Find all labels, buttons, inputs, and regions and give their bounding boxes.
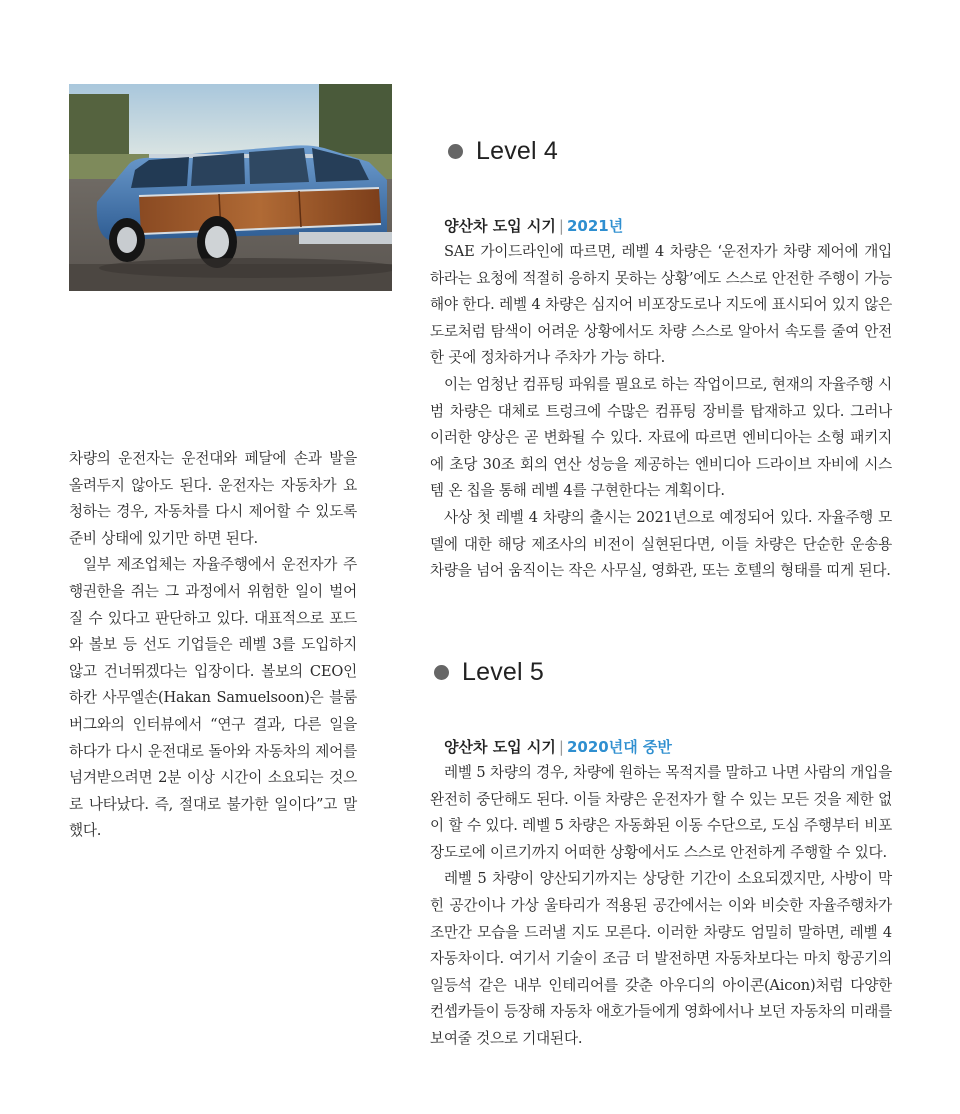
level-4-intro-label: 양산차 도입 시기 — [444, 217, 556, 235]
bullet-dot-icon — [434, 665, 449, 680]
level-5-intro-label: 양산차 도입 시기 — [444, 738, 556, 756]
left-column — [69, 446, 357, 845]
level-4-intro — [444, 215, 892, 237]
level-5-title: Level 5 — [462, 658, 545, 686]
level-4-paragraph-3: 사상 첫 레벨 4 차량의 출시는 2021년으로 예정되어 있다. 자율주행 모델에 대한 해당 제조사의 비전이 실현된다면, 이들 차량은 단순한 운송용 차량을 넘어 움직이는 작은 사무실, 영화관, 또는 호텔의 형태를 띠게 된다. — [430, 508, 892, 580]
level-4-intro-separator: | — [558, 217, 564, 235]
level-5-section — [430, 736, 892, 1053]
level-5-intro-separator: | — [558, 738, 564, 756]
level-5-paragraph-2: 레벨 5 차량이 양산되기까지는 상당한 기간이 소요되겠지만, 사방이 막힌 공간이나 가상 울타리가 적용된 공간에서는 이와 비슷한 자율주행차가 조만간 모습을 드러낼 지도 모른다. 이러한 차량도 엄밀히 말하면, 레벨 4 자동차이다. 여기서 기술이 조금 더 발전하면 자동차보다는 마치 항공기의 일등석 같은 내부 인테리어를 갖춘 아우디의 아이콘(Aicon)처럼 다양한 컨셉카들이 등장해 자동차 애호가들에게 영화에서나 보던 자동차의 미래를 보여줄 것으로 기대된다. — [430, 870, 892, 1047]
station-wagon-photo — [69, 84, 392, 291]
left-paragraph-2: 일부 제조업체는 자율주행에서 운전자가 주행권한을 쥐는 그 과정에서 위험한 일이 벌어질 수 있다고 판단하고 있다. 대표적으로 포드와 볼보 등 선도 기업들은 레벨 3를 도입하지 않고 건너뛰겠다는 입장이다. 볼보의 CEO인 하칸 사무엘손(Hakan Samuelsoon)은 블룸버그와의 인터뷰에서 “연구 결과, 다른 일을 하다가 다시 운전대로 돌아와 자동차의 제어를 넘겨받으려면 2분 이상 시간이 소요되는 것으로 나타났다. 즉, 절대로 불가한 일이다”고 말했다. — [69, 556, 357, 840]
level-4-heading — [448, 137, 558, 166]
bullet-dot-icon — [448, 144, 463, 159]
left-paragraph-1: 차량의 운전자는 운전대와 페달에 손과 발을 올려두지 않아도 된다. 운전자는 자동차가 요청하는 경우, 자동차를 다시 제어할 수 있도록 준비 상태에 있기만 하면 된다. — [69, 450, 357, 547]
level-4-intro-year: 2021년 — [566, 217, 624, 235]
level-4-title: Level 4 — [476, 137, 559, 165]
level-4-paragraph-1: SAE 가이드라인에 따르면, 레벨 4 차량은 ‘운전자가 차량 제어에 개입하라는 요청에 적절히 응하지 못하는 상황’에도 스스로 안전한 주행이 가능해야 한다. 레벨 4 차량은 심지어 비포장도로나 지도에 표시되어 있지 않은 도로처럼 탐색이 어려운 상황에서도 차량 스스로 알아서 속도를 줄여 안전한 곳에 정차하거나 주차가 가능 하다. — [430, 243, 892, 367]
level-5-heading — [434, 658, 544, 687]
level-5-intro-year: 2020년대 중반 — [566, 738, 672, 756]
level-4-paragraph-2: 이는 엄청난 컴퓨팅 파워를 필요로 하는 작업이므로, 현재의 자율주행 시범 차량은 대체로 트렁크에 수많은 컴퓨팅 장비를 탑재하고 있다. 그러나 이러한 양상은 곧 변화될 수 있다. 자료에 따르면 엔비디아는 소형 패키지에 초당 30조 회의 연산 성능을 제공하는 엔비디아 드라이브 자비에 시스템 온 칩을 통해 레벨 4를 구현한다는 계획이다. — [430, 375, 892, 500]
level-5-paragraph-1: 레벨 5 차량의 경우, 차량에 원하는 목적지를 말하고 나면 사람의 개입을 완전히 중단해도 된다. 이들 차량은 운전자가 할 수 있는 모든 것을 제한 없이 할 수 있다. 레벨 5 차량은 자동화된 이동 수단으로, 도심 주행부터 비포장도로에 이르기까지 어떠한 상황에서도 스스로 안전하게 주행할 수 있다. — [430, 764, 892, 861]
level-5-intro — [444, 736, 892, 758]
level-4-section — [430, 215, 892, 585]
